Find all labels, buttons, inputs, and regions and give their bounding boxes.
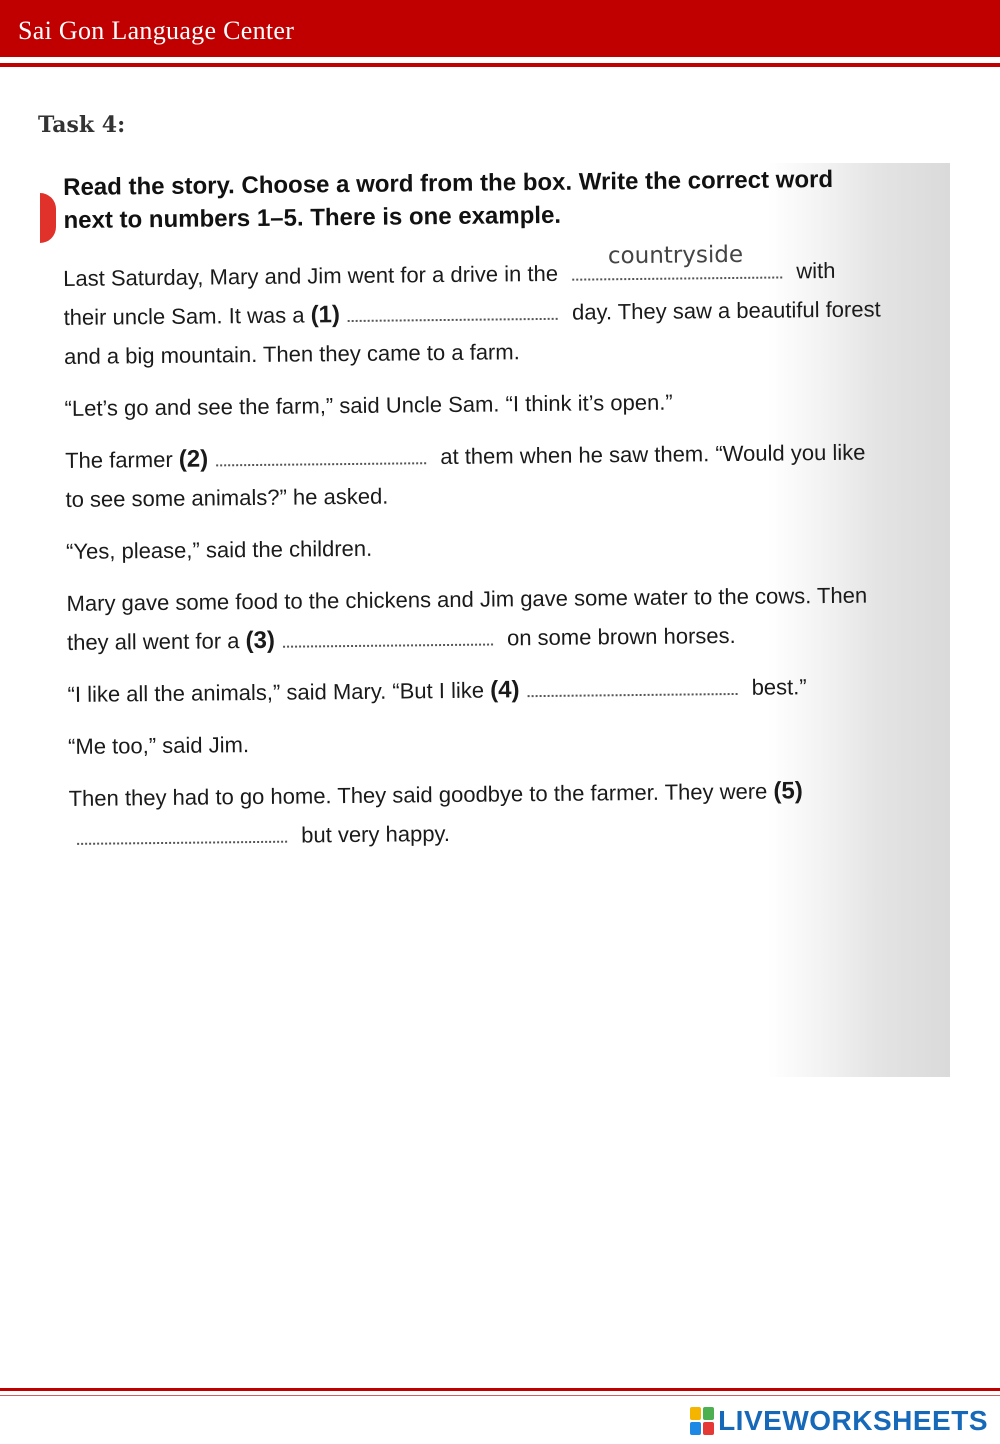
story-text: with their uncle Sam. It was a [63, 257, 836, 330]
logo-square-icon [703, 1422, 714, 1435]
liveworksheets-logo [690, 1404, 988, 1438]
logo-square-icon [703, 1407, 714, 1420]
story-text: “Let’s go and see the farm,” said Uncle Sam. “I think it’s open.” [64, 389, 673, 421]
section-marker-icon [40, 193, 56, 243]
story-paragraph [68, 770, 889, 857]
answer-gap-1[interactable] [348, 298, 558, 322]
header-divider [0, 63, 1000, 67]
story-paragraph [68, 718, 888, 766]
gap-number-2: (2) [178, 445, 209, 473]
footer-divider [0, 1388, 1000, 1391]
story-text: but very happy. [301, 820, 451, 848]
story-paragraph [64, 380, 884, 428]
footer-divider-thin [0, 1395, 1000, 1396]
gap-number-1: (1) [310, 301, 341, 329]
story-paragraph [65, 432, 886, 519]
answer-gap-5[interactable] [77, 821, 287, 845]
gap-number-5: (5) [773, 777, 803, 805]
story [63, 241, 889, 870]
example-gap [572, 241, 782, 280]
story-text: best.” [751, 674, 807, 700]
answer-gap-3[interactable] [283, 624, 493, 648]
logo-text: LIVEWORKSHEETS [718, 1405, 988, 1436]
instruction-text: Read the story. Choose a word from the box. Write the correct word next to numbers 1–5. There is one example. [63, 165, 834, 234]
worksheet-scan [38, 163, 950, 1077]
story-text: Last Saturday, Mary and Jim went for a drive in the [63, 260, 559, 291]
story-text: The farmer [64, 446, 173, 473]
story-text: Then they had to go home. They said goodbye to the farmer. They were [68, 778, 768, 811]
example-answer: countryside [607, 241, 744, 270]
story-text: “Yes, please,” said the children. [65, 535, 373, 564]
story-text: Mary gave some food to the chickens and Jim gave some water to the cows. Then they all went for a [66, 582, 868, 655]
story-text: at them when he saw them. “Would you like to see some animals?” he asked. [65, 439, 866, 512]
gap-number-4: (4) [490, 676, 520, 704]
gap-number-3: (3) [245, 626, 276, 655]
answer-gap-2[interactable] [216, 442, 426, 466]
story-paragraph [67, 666, 887, 714]
header-title: Sai Gon Language Center [18, 16, 295, 45]
story-text: day. They saw a beautiful forest and a big mountain. Then they came to a farm. [63, 296, 881, 369]
story-paragraph [66, 523, 886, 571]
logo-icon [690, 1407, 714, 1435]
task-label: Task 4: [38, 112, 126, 138]
answer-gap-4[interactable] [527, 673, 737, 697]
logo-square-icon [690, 1422, 701, 1435]
story-text: on some brown horses. [506, 622, 736, 651]
story-text: “I like all the animals,” said Mary. “But I like [67, 677, 485, 707]
story-text: “Me too,” said Jim. [67, 732, 250, 759]
story-paragraph [66, 575, 887, 662]
logo-square-icon [690, 1407, 701, 1420]
story-paragraph [63, 241, 884, 376]
